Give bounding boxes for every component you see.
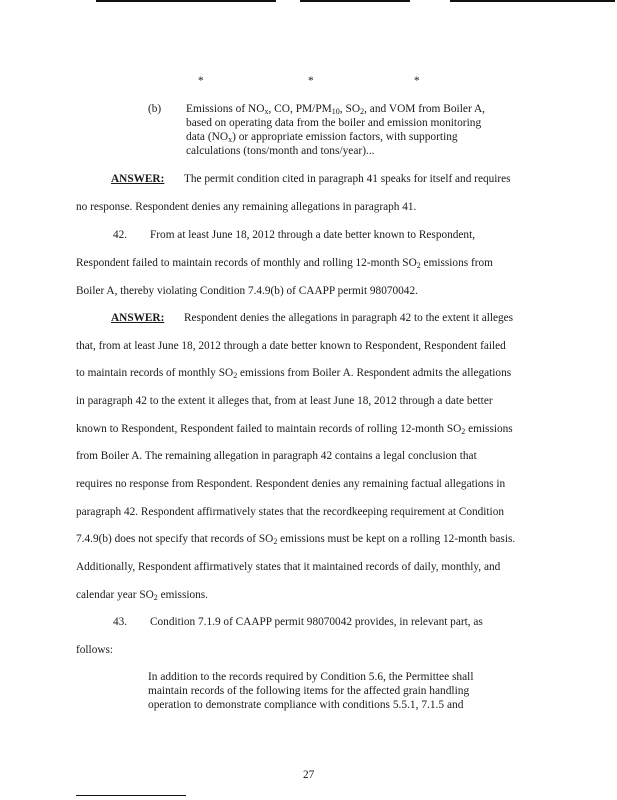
item-b-line: based on operating data from the boiler and emission monitoring	[186, 117, 482, 129]
answer-42-line: calendar year $SO_2$ emissions.	[76, 589, 209, 602]
ellipsis-star: *	[308, 75, 314, 87]
answer-42-line: from Boiler A. The remaining allegation in paragraph 42 contains a legal conclusion that	[76, 450, 477, 462]
answer-41-line: no response. Respondent denies any remaining allegations in paragraph 41.	[76, 201, 417, 213]
paragraph-42-line: Boiler A, thereby violating Condition 7.4.9(b) of CAAPP permit 98070042.	[76, 285, 418, 297]
block-quote-line: operation to demonstrate compliance with conditions 5.5.1, 7.1.5 and	[148, 699, 464, 711]
footnote-rule	[76, 795, 186, 796]
paragraph-43-line: follows:	[76, 644, 114, 656]
item-b-line: Emissions of $NO_x$, CO, $PM/PM_{10}$, $SO_2$, and VOM from Boiler A,	[186, 103, 486, 116]
answer-42-line: 7.4.9(b) does not specify that records of $SO_2$ emissions must be kept on a rolling 12-month basis.	[76, 533, 516, 546]
block-quote-line: maintain records of the following items for the affected grain handling	[148, 685, 470, 697]
answer-41-line: The permit condition cited in paragraph 41 speaks for itself and requires	[184, 173, 511, 185]
paragraph-43-line: Condition 7.1.9 of CAAPP permit 98070042 provides, in relevant part, as	[150, 616, 483, 628]
paragraph-42-line: Respondent failed to maintain records of monthly and rolling 12-month $SO_2$ emissions from	[76, 257, 493, 270]
paragraph-43-number: 43.	[113, 616, 128, 628]
answer-42-line: known to Respondent, Respondent failed to maintain records of rolling 12-month $SO_2$ emissions	[76, 423, 513, 436]
item-b-label: (b)	[148, 103, 162, 115]
answer-42-line: that, from at least June 18, 2012 through a date better known to Respondent, Respondent failed	[76, 340, 506, 352]
answer-42-label: ANSWER:	[111, 312, 165, 324]
answer-42-line: Respondent denies the allegations in paragraph 42 to the extent it alleges	[184, 312, 514, 324]
answer-42-line: requires no response from Respondent. Respondent denies any remaining factual allegations in	[76, 478, 506, 490]
page-number: 27	[303, 769, 315, 781]
ellipsis-star: *	[198, 75, 204, 87]
answer-42-line: paragraph 42. Respondent affirmatively states that the recordkeeping requirement at Condition	[76, 506, 504, 518]
block-quote-line: In addition to the records required by Condition 5.6, the Permittee shall	[148, 671, 474, 683]
item-b-line: calculations (tons/month and tons/year)...	[186, 145, 375, 157]
paragraph-42-number: 42.	[113, 229, 128, 241]
answer-42-line: in paragraph 42 to the extent it alleges that, from at least June 18, 2012 through a date better	[76, 395, 493, 407]
top-edge-artifact	[96, 0, 276, 2]
answer-41-label: ANSWER:	[111, 173, 165, 185]
ellipsis-star: *	[414, 75, 420, 87]
paragraph-42-line: From at least June 18, 2012 through a date better known to Respondent,	[150, 229, 476, 241]
top-edge-artifact	[300, 0, 410, 2]
item-b-line: data $(NO_x)$ or appropriate emission factors, with supporting	[186, 131, 458, 144]
answer-42-line: Additionally, Respondent affirmatively states that it maintained records of daily, monthly, and	[76, 561, 501, 573]
answer-42-line: to maintain records of monthly $SO_2$ emissions from Boiler A. Respondent admits the allegations	[76, 367, 512, 380]
top-edge-artifact	[450, 0, 615, 2]
